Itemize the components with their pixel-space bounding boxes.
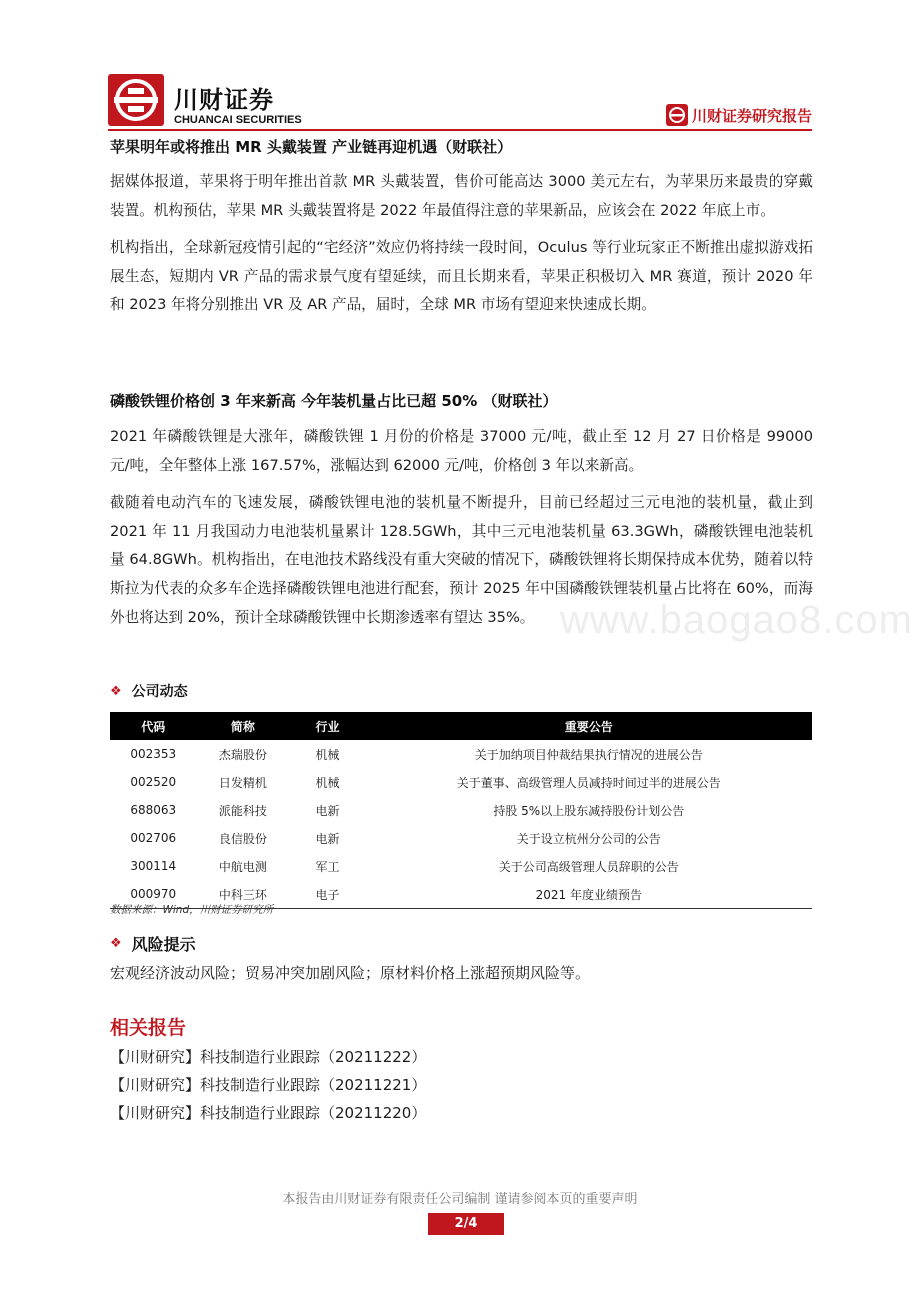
news-paragraph: 截随着电动汽车的飞速发展，磷酸铁锂电池的装机量不断提升，目前已经超过三元电池的装机量，截止到 2021 年 11 月我国动力电池装机量累计 128.5GWh，其中三元电池装机量 63.3GWh，磷酸铁锂电池装机量 64.8GWh。机构指出，在电池技术路线没有重大突破的情况下，磷酸铁锂将长期保持成本优势，随着以特斯拉为代表的众多车企选择磷酸铁锂电池进行配套，预计 2025 年中国磷酸铁锂装机量占比将在 60%，而海外也将达到 20%，预计全球磷酸铁锂中长期渗透率有望达 35%。 [110, 494, 813, 626]
stock-name: 良信股份 [218, 831, 267, 846]
table-row [110, 852, 812, 880]
diamond-bullet-icon: ❖ [110, 936, 122, 951]
section-title: 公司动态 [131, 684, 188, 700]
stock-name: 中科三环 [196, 880, 289, 909]
stock-code: 000970 [110, 880, 196, 909]
stock-name: 日发精机 [218, 775, 267, 790]
table-header-row [110, 712, 812, 740]
news-paragraph: 据媒体报道，苹果将于明年推出首款 MR 头戴装置，售价可能高达 3000 美元左右，为苹果历来最贵的穿戴装置。机构预估，苹果 MR 头戴装置将是 2022 年最值得注意的苹果新品，应该会在 2022 年底上市。 [110, 173, 813, 219]
news-title: 苹果明年或将推出 MR 头戴装置 产业链再迎机遇（财联社） [110, 138, 513, 156]
related-reports-title: 相关报告 [110, 1017, 187, 1039]
stock-code: 688063 [130, 803, 177, 817]
announcement: 关于公司高级管理人员辞职的公告 [498, 859, 679, 874]
stock-name: 杰瑞股份 [218, 747, 267, 762]
industry: 电子 [289, 880, 365, 909]
related-report-link[interactable]: 【川财研究】科技制造行业跟踪（20211221） [110, 1076, 427, 1094]
news-paragraph: 机构指出，全球新冠疫情引起的“宅经济”效应仍将持续一段时间，Oculus 等行业玩家正不断推出虚拟游戏拓展生态，短期内 VR 产品的需求景气度有望延续，而且长期来看，苹果正积极切入 MR 赛道，预计 2020 年和 2023 年将分别推出 VR 及 AR 产品，届时，全球 MR 市场有望迎来快速成长期。 [110, 239, 813, 314]
industry: 机械 [315, 775, 340, 790]
related-report-link[interactable]: 【川财研究】科技制造行业跟踪（20211222） [110, 1048, 427, 1066]
risk-section-heading [110, 932, 196, 955]
announcement: 关于设立杭州分公司的公告 [516, 831, 661, 846]
risk-text: 宏观经济波动风险；贸易冲突加剧风险；原材料价格上涨超预期风险等。 [110, 964, 591, 982]
industry: 电新 [315, 803, 340, 818]
brand-mini-logo-icon [666, 104, 688, 126]
announcement: 关于加纳项目仲裁结果执行情况的进展公告 [474, 747, 703, 762]
company-name-en: CHUANCAI SECURITIES [174, 114, 302, 126]
industry: 军工 [315, 859, 340, 874]
announcement: 持股 5%以上股东减持股份计划公告 [493, 803, 685, 818]
table-row [110, 796, 812, 824]
report-brand-text: 川财证券研究报告 [691, 106, 812, 125]
stock-code: 002706 [130, 831, 177, 845]
table-row [110, 768, 812, 796]
news-article-2 [110, 390, 813, 632]
section-title: 风险提示 [131, 935, 196, 954]
column-header: 行业 [289, 712, 365, 740]
diamond-bullet-icon: ❖ [110, 683, 122, 699]
stock-code: 002520 [130, 775, 177, 789]
company-logo [108, 74, 308, 130]
news-title: 磷酸铁锂价格创 3 年来新高 今年装机量占比已超 50% （财联社） [110, 392, 558, 410]
company-section-heading [110, 681, 188, 701]
column-header: 简称 [196, 712, 289, 740]
table-row [110, 740, 812, 768]
data-source-note: 数据来源：Wind，川财证券研究所 [110, 904, 274, 916]
related-reports-list [110, 1043, 426, 1127]
stock-code: 300114 [130, 859, 177, 873]
industry: 电新 [315, 831, 340, 846]
stock-name: 中航电测 [218, 859, 267, 874]
company-announcements-table [110, 712, 812, 909]
news-paragraph: 2021 年磷酸铁锂是大涨年，磷酸铁锂 1 月份的价格是 37000 元/吨，截止至 12 月 27 日价格是 99000 元/吨，全年整体上涨 167.57%，涨幅达到 62000 元/吨，价格创 3 年以来新高。 [110, 428, 813, 474]
column-header: 重要公告 [366, 712, 812, 740]
watermark: www.baogao8.com [560, 598, 913, 642]
header-divider [108, 129, 812, 131]
announcement: 关于董事、高级管理人员减持时间过半的进展公告 [456, 775, 721, 790]
industry: 机械 [315, 747, 340, 762]
stock-name: 派能科技 [218, 803, 267, 818]
stock-code: 002353 [130, 747, 177, 761]
table-row [110, 824, 812, 852]
column-header: 代码 [110, 712, 196, 740]
report-brand [666, 104, 812, 126]
news-article-1 [110, 136, 813, 320]
announcement: 2021 年度业绩预告 [366, 880, 812, 909]
related-report-link[interactable]: 【川财研究】科技制造行业跟踪（20211220） [110, 1104, 427, 1122]
company-name-cn: 川财证券 [174, 86, 274, 114]
footer-disclaimer: 本报告由川财证券有限责任公司编制 谨请参阅本页的重要声明 [282, 1192, 638, 1207]
page-number: 2/4 [428, 1213, 504, 1235]
chuancai-logo-icon [108, 74, 164, 126]
